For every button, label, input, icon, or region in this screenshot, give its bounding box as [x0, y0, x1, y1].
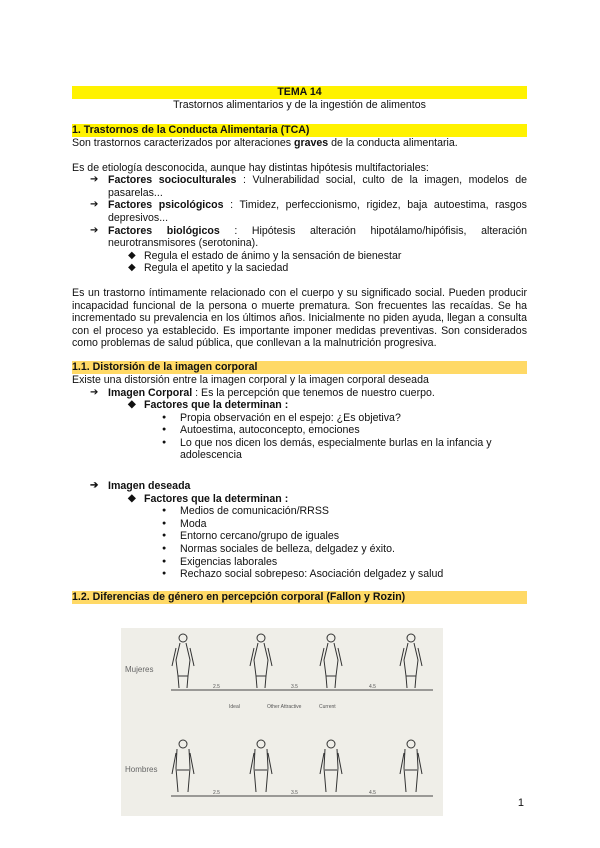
factor-item — [72, 174, 527, 199]
men-figures — [172, 740, 422, 792]
figure-illustration — [121, 628, 443, 816]
deseada-factors-list — [72, 505, 527, 581]
tca-paragraph: Es un trastorno íntimamente relacionado con el cuerpo y su significado social. Pueden producir incapacidad funcional de la persona o muerte prematura. Son frecuentes las recaídas. Se ha incrementado su prevalencia en los últimos años. Inicialmente no piden ayuda, llegan a consulta con el proceso ya establecido. Es importante imponer medidas preventivas. Son considerados como problemas de salud pública, que conllevan a la malnutrición progresiva. — [72, 286, 527, 350]
factor-item — [72, 199, 527, 224]
factor-text: : Timidez, perfeccionismo, rigidez, baja autoestima, rasgos depresivos... — [108, 199, 527, 224]
list-item: ● Autoestima, autoconcepto, emociones — [72, 424, 527, 437]
list-item: ◆ Regula el apetito y la saciedad — [72, 262, 527, 275]
women-figures — [172, 634, 422, 688]
list-item: ● Normas sociales de belleza, delgadez y éxito. — [72, 543, 527, 556]
imagen-corporal-name: Imagen Corporal — [108, 386, 193, 399]
serotonin-sublist — [72, 250, 527, 275]
body-perception-figure — [121, 628, 443, 816]
annotation: Other Attractive — [267, 704, 302, 710]
factor-text: : Hipótesis alteración hipotálamo/hipófisis, alteración neurotransmisores (serotonina). — [108, 224, 528, 250]
list-item: ● Lo que nos dicen los demás, especialmente burlas en la infancia y adolescencia — [72, 437, 527, 462]
section-1-intro — [72, 137, 527, 150]
page-number: 1 — [517, 797, 524, 809]
list-item: ● Exigencias laborales — [72, 556, 527, 569]
men-label: Hombres — [125, 765, 158, 774]
annotation: Current — [319, 704, 336, 710]
men-tick: 2.5 — [213, 790, 220, 796]
factors-list — [72, 174, 527, 250]
list-item: ● Moda — [72, 518, 527, 531]
factors-label: ◆ Factores que la determinan : — [72, 493, 527, 506]
section-1-heading: 1. Trastornos de la Conducta Alimentaria (TCA) — [72, 124, 527, 137]
corporal-factors-heading-list — [72, 399, 527, 412]
imagen-deseada-list — [72, 480, 527, 493]
imagen-corporal-item — [72, 387, 527, 400]
intro-text: Son trastornos caracterizados por alteraciones — [72, 137, 294, 149]
document-subtitle: Trastornos alimentarios y de la ingestión de alimentos — [173, 99, 426, 111]
document-page — [72, 86, 527, 604]
intro-text-end: de la conducta alimentaria. — [328, 137, 458, 149]
men-tick: 3.5 — [291, 790, 298, 796]
factor-text: : Vulnerabilidad social, culto de la imagen, modelos de pasarelas... — [108, 174, 527, 199]
deseada-factors-heading-list — [72, 493, 527, 506]
imagen-corporal-text: : Es la percepción que tenemos de nuestro cuerpo. — [195, 386, 435, 399]
imagen-deseada-name: ➔ Imagen deseada — [72, 480, 527, 493]
intro-bold-word: graves — [294, 137, 329, 149]
women-tick: 2.5 — [213, 684, 220, 690]
factor-name: Factores psicológicos — [108, 199, 224, 212]
men-tick: 4.5 — [369, 790, 376, 796]
list-item: ◆ Regula el estado de ánimo y la sensación de bienestar — [72, 250, 527, 263]
list-item: ● Propia observación en el espejo: ¿Es objetiva? — [72, 412, 527, 425]
corporal-factors-list — [72, 412, 527, 462]
women-tick: 3.5 — [291, 684, 298, 690]
imagen-corporal-list — [72, 387, 527, 400]
factor-item — [72, 225, 527, 250]
document-title: TEMA 14 — [72, 86, 527, 99]
factor-name: Factores socioculturales — [108, 174, 237, 187]
factors-label: ◆ Factores que la determinan : — [72, 399, 527, 412]
factor-name: Factores biológicos — [108, 224, 220, 237]
list-item: ● Rechazo social sobrepeso: Asociación delgadez y salud — [72, 568, 527, 581]
section-1-1-intro: Existe una distorsión entre la imagen corporal y la imagen corporal deseada — [72, 373, 429, 386]
list-item: ● Medios de comunicación/RRSS — [72, 505, 527, 518]
list-item: ● Entorno cercano/grupo de iguales — [72, 530, 527, 543]
women-label: Mujeres — [125, 665, 154, 674]
women-tick: 4.5 — [369, 684, 376, 690]
annotation: Ideal — [229, 704, 240, 710]
section-1-2-heading: 1.2. Diferencias de género en percepción corporal (Fallon y Rozin) — [72, 591, 527, 604]
etiology-text: Es de etiología desconocida, aunque hay distintas hipótesis multifactoriales: — [72, 161, 429, 174]
section-1-1-heading: 1.1. Distorsión de la imagen corporal — [72, 361, 527, 374]
